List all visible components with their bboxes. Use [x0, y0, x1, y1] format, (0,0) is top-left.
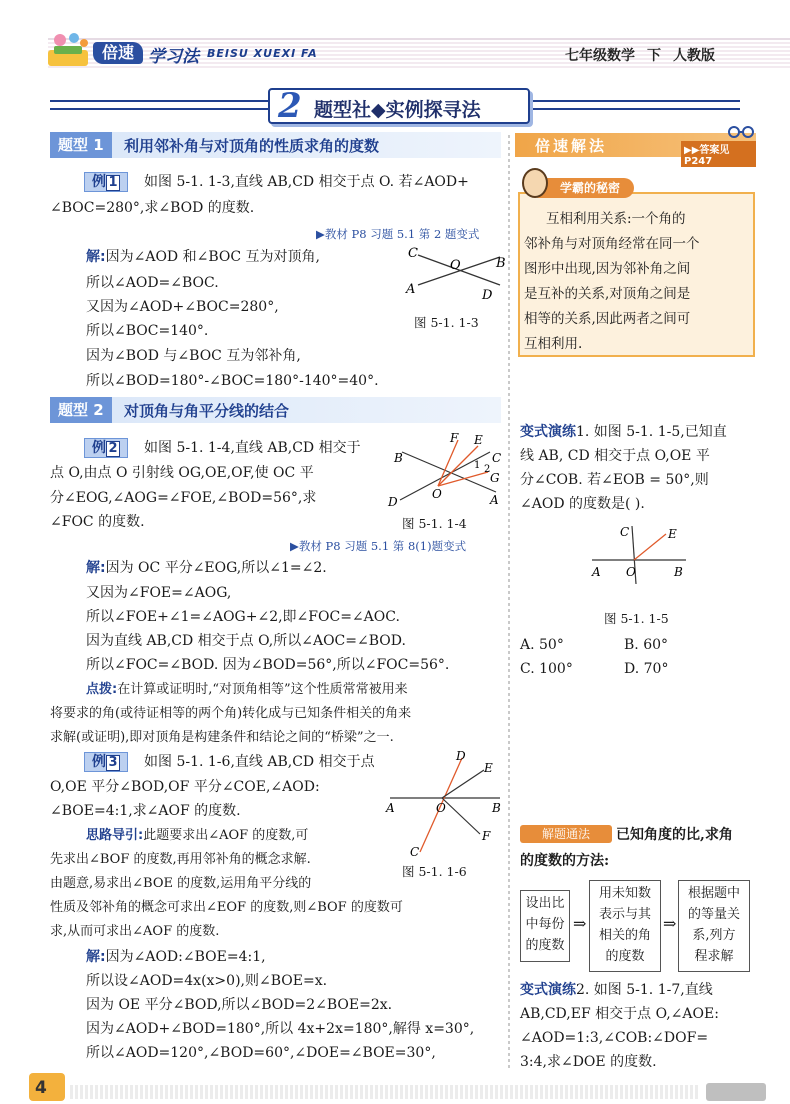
ex2-question-line1: 如图 5-1. 1-4,直线 AB,CD 相交于: [144, 440, 361, 456]
type1-title: 利用邻补角与对顶角的性质求角的度数: [124, 137, 380, 155]
ex3-guide-label: 思路导引:: [86, 828, 144, 843]
ex2-tip-line3: 求解(或证明),即对顶角是构建条件和结论之间的“桥梁”之一.: [50, 730, 394, 745]
flow-step2: 用未知数 表示与其 相关的角 的度数: [589, 880, 661, 972]
ex3-sol-line2: 所以设∠AOD=4x(x>0),则∠BOE=x.: [86, 973, 328, 989]
example2-badge: 例 2: [84, 438, 128, 458]
svg-text:D: D: [456, 749, 466, 763]
ex3-sol-label: 解:: [86, 949, 106, 965]
svg-text:2: 2: [484, 464, 491, 475]
method-title-line2: 的度数的方法:: [520, 853, 610, 869]
ex3-sol-line3: 因为 OE 平分∠BOD,所以∠BOD=2∠BOE=2x.: [86, 997, 393, 1013]
ex2-tip-line1: 点拨:在计算或证明时,“对顶角相等”这个性质常常被用来: [86, 682, 408, 697]
svg-text:C: C: [410, 845, 420, 859]
ex3-guide-line1: 思路导引:此题要求出∠AOF 的度数,可: [86, 828, 309, 843]
section-number: 2: [278, 86, 302, 126]
svg-text:O: O: [626, 565, 636, 579]
ex3-sol-line1: 解:因为∠AOD:∠BOE=4:1,: [86, 949, 266, 965]
variant1-line2: 线 AB, CD 相交于点 O,OE 平: [520, 448, 710, 464]
example3-badge: 例 3: [84, 752, 128, 772]
ex2-question-line4: ∠FOC 的度数.: [50, 514, 145, 530]
svg-text:O: O: [450, 258, 461, 273]
glasses-icon: [726, 124, 756, 140]
ex1-question-line2: ∠BOC=280°,求∠BOD 的度数.: [50, 200, 255, 216]
flow-arrow1-icon: ⇒: [573, 914, 587, 933]
svg-text:F: F: [482, 829, 491, 843]
variant1-line1: 变式演练1. 如图 5-1. 1-5,已知直: [520, 424, 727, 440]
svg-text:1: 1: [474, 460, 481, 471]
ex2-sol-label: 解:: [86, 560, 106, 576]
variant1-label: 变式演练: [520, 424, 576, 440]
variant2-line1: 变式演练2. 如图 5-1. 1-7,直线: [520, 982, 713, 998]
ex1-sol-line3: 又因为∠AOD+∠BOC=280°,: [86, 299, 279, 315]
method-title-line1: 已知角度的比,求角: [616, 827, 733, 843]
ex1-sol-label: 解:: [86, 249, 106, 265]
tip-line3: 图形中出现,因为邻补角之间: [524, 261, 691, 277]
svg-text:A: A: [592, 565, 601, 579]
ex2-sol-line3: 所以∠FOE+∠1=∠AOG+∠2,即∠FOC=∠AOC.: [86, 609, 400, 625]
option-c: C. 100°: [520, 661, 573, 677]
variant2-line3: ∠AOD=1:3,∠COB:∠DOF=: [520, 1030, 709, 1046]
ex2-question-line2: 点 O,由点 O 引射线 OG,OE,OF,使 OC 平: [50, 465, 314, 481]
section-banner: [268, 88, 530, 124]
ex3-sol-line5: 所以∠AOD=120°,∠BOD=60°,∠DOE=∠BOE=30°,: [86, 1045, 436, 1061]
svg-text:D: D: [482, 288, 493, 303]
ex1-sol-line2: 所以∠AOD=∠BOC.: [86, 275, 219, 291]
ex3-guide-line4: 性质及邻补角的概念可求出∠EOF 的度数,则∠BOF 的度数可: [50, 900, 403, 915]
ex3-guide-line3: 由题意,易求出∠BOE 的度数,运用角平分线的: [50, 876, 312, 891]
example1-badge: 例 1: [84, 172, 128, 192]
svg-text:F: F: [450, 431, 459, 445]
ex2-sol-line5: 所以∠FOC=∠BOD. 因为∠BOD=56°,所以∠FOC=56°.: [86, 657, 450, 673]
ex2-sol-line4: 因为直线 AB,CD 相交于点 O,所以∠AOC=∠BOD.: [86, 633, 406, 649]
svg-text:A: A: [490, 493, 499, 507]
right-column-header: [515, 133, 756, 167]
logo-pinyin: BEISU XUEXI FA: [207, 47, 318, 60]
ex1-question-line1: 如图 5-1. 1-3,直线 AB,CD 相交于点 O. 若∠AOD+: [144, 174, 469, 190]
variant2-line4: 3:4,求∠DOE 的度数.: [520, 1054, 657, 1070]
option-a: A. 50°: [520, 637, 564, 653]
ex2-source: ▶教材 P8 习题 5.1 第 8(1)题变式: [290, 539, 467, 553]
svg-text:B: B: [492, 801, 501, 815]
page-number: 4: [35, 1078, 47, 1098]
ex3-sol-line4: 因为∠AOD+∠BOD=180°,所以 4x+2x=180°,解得 x=30°,: [86, 1021, 475, 1037]
svg-text:D: D: [388, 495, 398, 509]
figure-5-1-1-3: [400, 245, 510, 305]
ex3-question-line3: ∠BOE=4:1,求∠AOF 的度数.: [50, 803, 241, 819]
flow-step3: 根据题中 的等量关 系,列方 程求解: [678, 880, 750, 972]
logo-brand: 倍速: [93, 42, 143, 64]
option-b: B. 60°: [624, 637, 669, 653]
svg-text:E: E: [668, 527, 677, 541]
student-avatar-icon: [522, 168, 548, 198]
tip-line2: 邻补角与对顶角经常在同一个: [524, 236, 700, 252]
figure-5-1-1-4: [386, 430, 504, 514]
fig-1-6-caption: 图 5-1. 1-6: [402, 864, 467, 879]
ex2-tip-line2: 将要求的角(或待证相等的两个角)转化成与已知条件相关的角来: [50, 706, 412, 721]
svg-text:C: C: [620, 525, 630, 539]
svg-text:C: C: [408, 246, 418, 261]
flow-arrow2-icon: ⇒: [663, 914, 677, 933]
tip-line6: 互相利用.: [524, 336, 583, 352]
method-tab: 解题通法: [520, 825, 612, 843]
flow-step1: 设出比 中每份 的度数: [520, 890, 570, 962]
ex1-sol-line6: 所以∠BOD=180°-∠BOC=180°-140°=40°.: [86, 373, 379, 389]
variant1-line4: ∠AOD 的度数是( ).: [520, 496, 645, 512]
footer-strip: [70, 1085, 700, 1099]
ex2-question-line3: 分∠EOG,∠AOG=∠FOE,∠BOD=56°,求: [50, 490, 317, 506]
ex3-guide-line2: 先求出∠BOF 的度数,再用邻补角的概念求解.: [50, 852, 311, 867]
ex1-sol-line1: 解:因为∠AOD 和∠BOC 互为对顶角,: [86, 249, 320, 265]
ex2-sol-line1: 解:因为 OC 平分∠EOG,所以∠1=∠2.: [86, 560, 327, 576]
type1-label: 题型 1: [50, 132, 112, 158]
svg-text:B: B: [394, 451, 403, 465]
variant2-label: 变式演练: [520, 982, 576, 998]
fig-1-4-caption: 图 5-1. 1-4: [402, 516, 467, 531]
right-head-title: 倍速解法: [535, 137, 608, 155]
type2-title: 对顶角与角平分线的结合: [124, 402, 290, 420]
book-title: 七年级数学: [565, 48, 635, 64]
svg-text:E: E: [484, 761, 493, 775]
tip-line1: 互相利用关系:一个角的: [546, 211, 686, 227]
svg-text:C: C: [492, 451, 502, 465]
book-volume: 下: [647, 48, 661, 64]
svg-text:E: E: [474, 433, 483, 447]
ex2-sol-line2: 又因为∠FOE=∠AOG,: [86, 585, 232, 601]
fig-1-5-caption: 图 5-1. 1-5: [604, 611, 669, 626]
tip-line5: 相等的关系,因此两者之间可: [524, 311, 691, 327]
type1-header: [50, 132, 501, 158]
svg-text:O: O: [432, 487, 442, 501]
ex2-tip-label: 点拨:: [86, 682, 118, 697]
section-title: 题型社◆实例探寻法: [314, 99, 481, 121]
ex3-guide-line5: 求,从而可求出∠AOF 的度数.: [50, 924, 220, 939]
svg-text:A: A: [406, 282, 416, 297]
variant2-line2: AB,CD,EF 相交于点 O,∠AOE:: [520, 1006, 719, 1022]
book-info: [565, 45, 727, 65]
tip-tab: 学霸的秘密: [530, 178, 634, 198]
figure-5-1-1-5: [586, 520, 690, 586]
type2-label: 题型 2: [50, 397, 112, 423]
option-d: D. 70°: [624, 661, 669, 677]
logo-icon: [44, 30, 96, 70]
type2-header: [50, 397, 501, 423]
fig-1-3-caption: 图 5-1. 1-3: [414, 315, 479, 330]
ex3-question-line1: 如图 5-1. 1-6,直线 AB,CD 相交于点: [144, 754, 375, 770]
svg-text:B: B: [674, 565, 683, 579]
answer-reference: ▶▶答案见 P247: [681, 141, 756, 167]
ex1-sol-line4: 所以∠BOC=140°.: [86, 323, 209, 339]
variant1-line3: 分∠COB. 若∠EOB = 50°,则: [520, 472, 709, 488]
svg-text:A: A: [386, 801, 395, 815]
tip-line4: 是互补的关系,对顶角之间是: [524, 286, 691, 302]
svg-text:G: G: [490, 471, 500, 485]
ex1-source: ▶教材 P8 习题 5.1 第 2 题变式: [316, 227, 480, 241]
svg-text:O: O: [436, 801, 446, 815]
ex1-sol-line5: 因为∠BOD 与∠BOC 互为邻补角,: [86, 348, 301, 364]
ex3-question-line2: O,OE 平分∠BOD,OF 平分∠COE,∠AOD:: [50, 779, 320, 795]
figure-5-1-1-6: [384, 748, 504, 860]
book-edition: 人教版: [673, 48, 715, 64]
footer-tab: [706, 1083, 766, 1101]
logo-subtitle: 学习法: [148, 47, 199, 67]
svg-text:B: B: [496, 256, 506, 271]
